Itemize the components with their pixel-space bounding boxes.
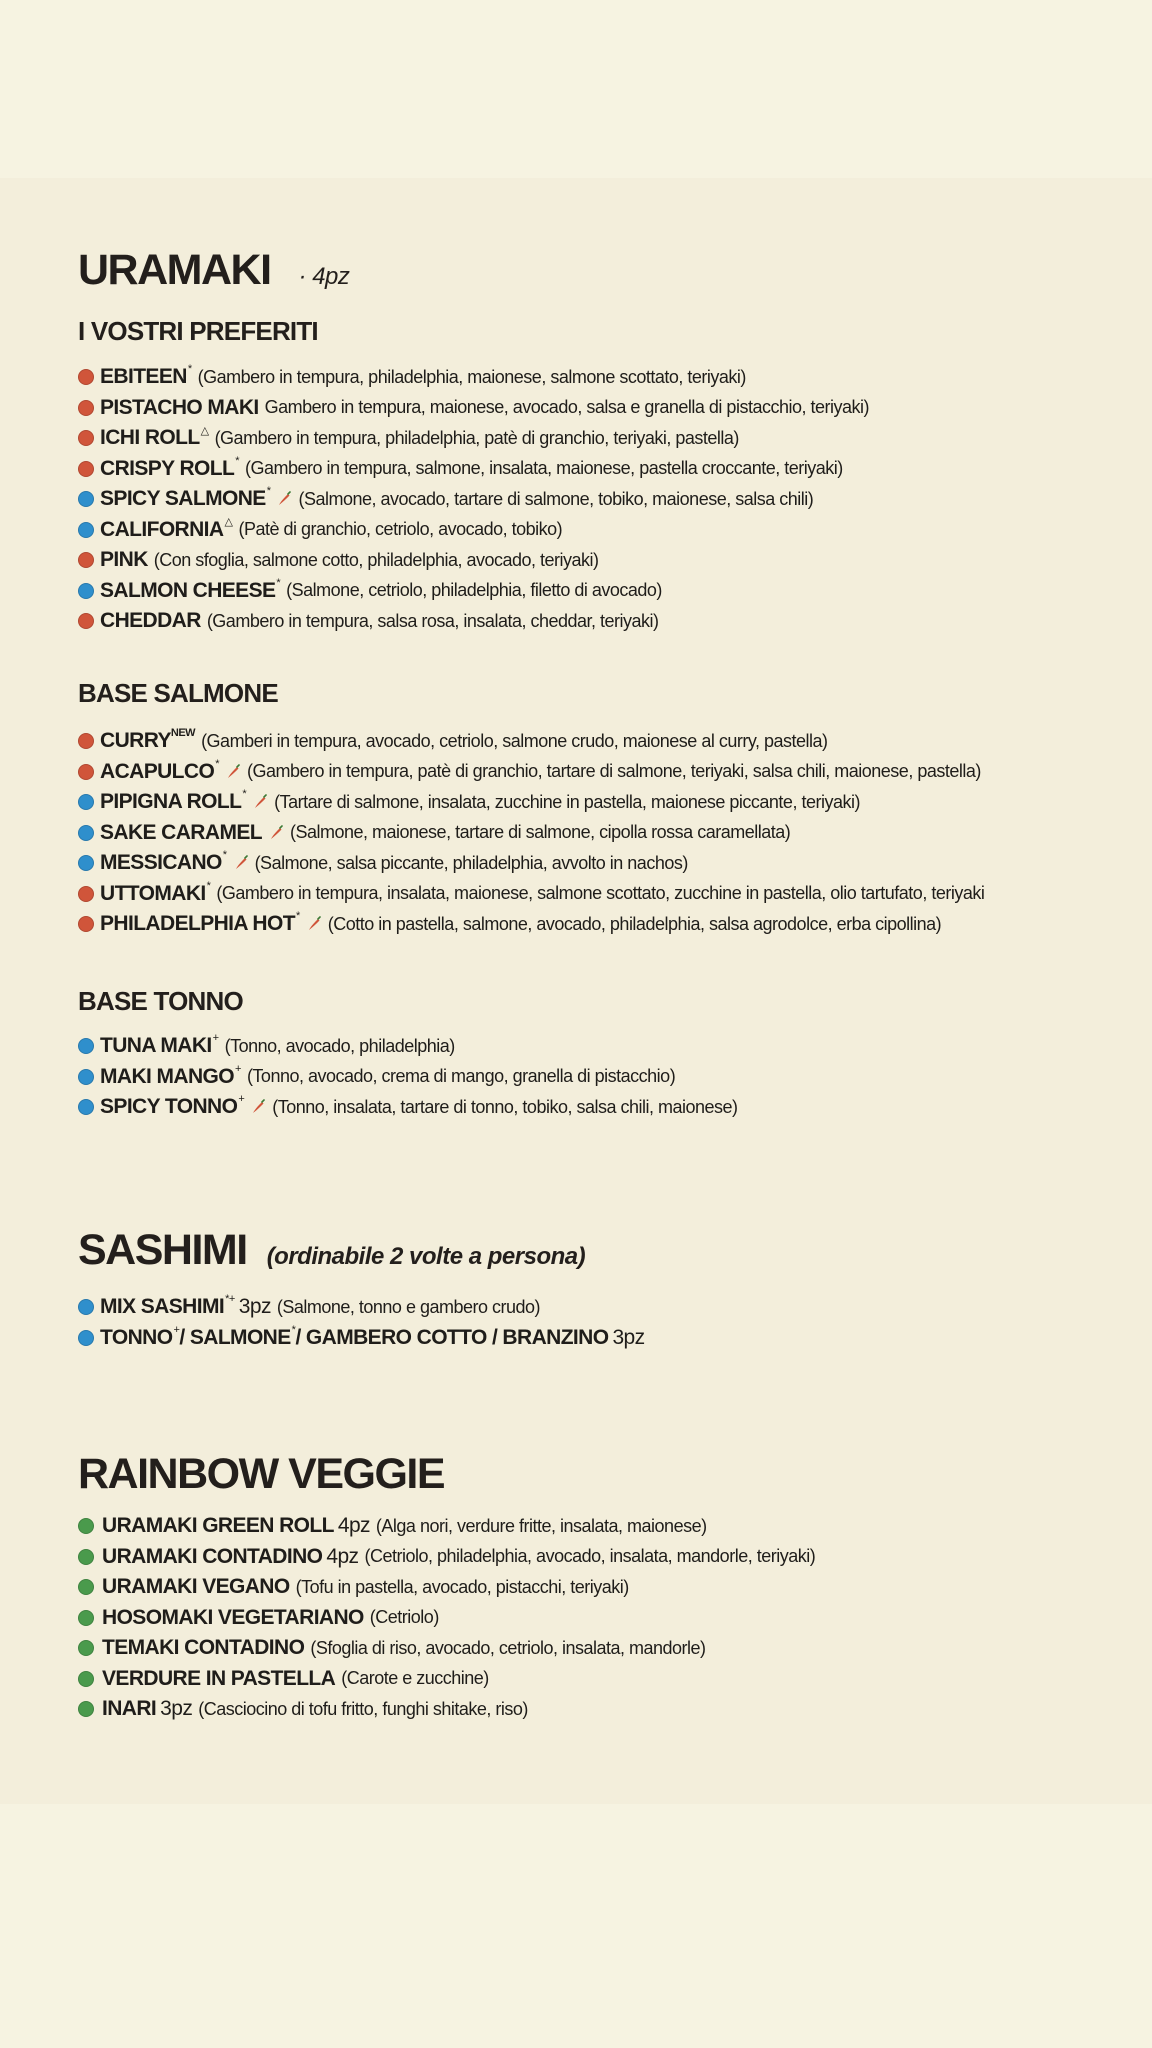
category-dot-icon	[78, 1518, 94, 1534]
item-name: URAMAKI CONTADINO	[102, 1544, 323, 1568]
item-name: PIPIGNA ROLL	[100, 790, 242, 814]
chili-pepper-icon	[225, 764, 241, 780]
item-description: (Alga nori, verdure fritte, insalata, maionese)	[375, 1515, 707, 1536]
menu-item	[78, 818, 984, 849]
chili-pepper-icon	[276, 491, 292, 507]
category-dot-icon	[78, 794, 94, 810]
group-title-preferiti: I VOSTRI PREFERITI	[78, 316, 318, 346]
allergen-mark: *	[222, 849, 227, 862]
category-dot-icon	[78, 1671, 94, 1687]
item-name: SPICY TONNO	[100, 1095, 238, 1119]
item-description: (Tonno, insalata, tartare di tonno, tobiko, salsa chili, maionese)	[272, 1096, 738, 1117]
menu-item	[78, 1092, 738, 1123]
item-name: URAMAKI GREEN ROLL	[102, 1514, 334, 1538]
item-quantity: 4pz	[337, 1514, 370, 1538]
item-name: CALIFORNIA	[100, 517, 224, 541]
category-dot-icon	[78, 1069, 94, 1085]
menu-item	[78, 1542, 815, 1573]
item-name: / SALMONE	[179, 1325, 291, 1349]
item-description: Gambero in tempura, maionese, avocado, salsa e granella di pistacchio, teriyaki)	[264, 397, 869, 418]
section-title-uramaki: URAMAKI · 4pz	[78, 246, 350, 294]
item-description: (Salmone, tonno e gambero crudo)	[276, 1296, 541, 1317]
item-description: (Cetriolo)	[369, 1607, 439, 1628]
item-description: (Salmone, salsa piccante, philadelphia, avvolto in nachos)	[254, 852, 688, 873]
group-list-tonno	[78, 1031, 738, 1123]
item-description: (Gambero in tempura, philadelphia, patè di granchio, teriyaki, pastella)	[214, 427, 739, 448]
allergen-mark: *	[266, 485, 271, 498]
item-description: (Gamberi in tempura, avocado, cetriolo, salmone crudo, maionese al curry, pastella)	[201, 730, 828, 751]
item-name: INARI	[102, 1697, 157, 1721]
menu-panel	[0, 178, 1152, 1804]
item-description: (Cetriolo, philadelphia, avocado, insalata, mandorle, teriyaki)	[364, 1546, 816, 1567]
menu-item	[78, 484, 869, 515]
menu-item	[78, 393, 869, 424]
allergen-mark: *	[242, 788, 247, 801]
item-name: HOSOMAKI VEGETARIANO	[102, 1605, 364, 1629]
item-description: (Con sfoglia, salmone cotto, philadelphia, avocado, teriyaki)	[153, 549, 599, 570]
category-dot-icon	[78, 825, 94, 841]
sashimi-list	[78, 1292, 645, 1353]
item-name: TEMAKI CONTADINO	[102, 1636, 305, 1660]
item-description: (Cotto in pastella, salmone, avocado, philadelphia, salsa agrodolce, erba cipollina)	[327, 913, 942, 934]
menu-item	[78, 606, 869, 637]
category-dot-icon	[78, 400, 94, 416]
menu-item	[78, 423, 869, 454]
item-name: MIX SASHIMI	[100, 1295, 225, 1319]
item-description: (Gambero in tempura, patè di granchio, tartare di salmone, teriyaki, salsa chili, maionese, pastella)	[246, 761, 981, 782]
allergen-mark: *	[295, 910, 300, 923]
menu-item	[78, 1031, 738, 1062]
menu-item	[78, 848, 984, 879]
menu-item	[78, 787, 984, 818]
category-dot-icon	[78, 855, 94, 871]
category-dot-icon	[78, 1099, 94, 1115]
rainbow-veggie-list	[78, 1511, 815, 1725]
menu-item	[78, 909, 984, 940]
allergen-mark: *+	[225, 1293, 235, 1306]
item-description: (Gambero in tempura, philadelphia, maionese, salmone scottato, teriyaki)	[197, 366, 746, 387]
chili-pepper-icon	[306, 916, 322, 932]
group-title-tonno: BASE TONNO	[78, 986, 243, 1016]
category-dot-icon	[78, 522, 94, 538]
group-list-preferiti	[78, 362, 869, 637]
item-name: CRISPY ROLL	[100, 456, 235, 480]
group-list-salmone	[78, 726, 984, 940]
category-dot-icon	[78, 733, 94, 749]
section-title-rainbow-veggie: RAINBOW VEGGIE	[78, 1450, 445, 1498]
item-description: (Tofu in pastella, avocado, pistacchi, teriyaki)	[295, 1576, 629, 1597]
pieces-note: · 4pz	[298, 263, 350, 290]
category-dot-icon	[78, 1701, 94, 1717]
section-title-sashimi: SASHIMI (ordinabile 2 volte a persona)	[78, 1226, 586, 1274]
item-quantity: 3pz	[238, 1295, 271, 1319]
new-badge: NEW	[170, 727, 196, 740]
allergen-mark: +	[235, 1062, 241, 1075]
item-description: (Gambero in tempura, salmone, insalata, maionese, pastella croccante, teriyaki)	[244, 458, 843, 479]
bottom-margin	[0, 1804, 1152, 2048]
category-dot-icon	[78, 1038, 94, 1054]
chili-pepper-icon	[252, 794, 268, 810]
category-dot-icon	[78, 583, 94, 599]
item-quantity: 3pz	[160, 1697, 193, 1721]
category-dot-icon	[78, 369, 94, 385]
menu-item	[78, 1323, 645, 1354]
item-name: PHILADELPHIA HOT	[100, 912, 295, 936]
allergen-mark: *	[215, 757, 219, 770]
menu-item	[78, 515, 869, 546]
category-dot-icon	[78, 1330, 94, 1346]
item-quantity: 3pz	[612, 1325, 645, 1349]
menu-item	[78, 362, 869, 393]
item-name: PINK	[100, 548, 148, 572]
menu-item	[78, 1603, 815, 1634]
allergen-mark: +	[238, 1093, 245, 1106]
allergen-mark: *	[291, 1323, 296, 1336]
allergen-mark: *	[187, 363, 192, 376]
item-name: VERDURE IN PASTELLA	[102, 1666, 336, 1690]
item-description: (Tartare di salmone, insalata, zucchine in pastella, maionese piccante, teriyaki)	[274, 791, 860, 812]
item-name: SPICY SALMONE	[100, 487, 266, 511]
item-name: CURRY	[100, 729, 171, 753]
chili-pepper-icon	[250, 1099, 266, 1115]
menu-item	[78, 454, 869, 485]
category-dot-icon	[78, 1549, 94, 1565]
item-name: ACAPULCO	[100, 759, 215, 783]
item-name: EBITEEN	[100, 365, 187, 389]
category-dot-icon	[78, 1640, 94, 1656]
category-dot-icon	[78, 613, 94, 629]
top-margin	[0, 0, 1152, 178]
category-dot-icon	[78, 461, 94, 477]
category-dot-icon	[78, 916, 94, 932]
item-name: SALMON CHEESE	[100, 578, 276, 602]
chili-pepper-icon	[268, 825, 284, 841]
menu-item	[78, 1572, 815, 1603]
menu-item	[78, 1062, 738, 1093]
item-description: (Casciocino di tofu fritto, funghi shitake, riso)	[198, 1698, 528, 1719]
menu-item	[78, 576, 869, 607]
item-description: (Patè di granchio, cetriolo, avocado, tobiko)	[238, 519, 563, 540]
item-description: (Carote e zucchine)	[341, 1668, 489, 1689]
allergen-mark: +	[173, 1323, 180, 1336]
allergen-mark: *	[276, 576, 281, 589]
menu-item	[78, 545, 869, 576]
allergen-mark: *	[206, 879, 211, 892]
chili-pepper-icon	[233, 855, 249, 871]
category-dot-icon	[78, 552, 94, 568]
item-name: PISTACHO MAKI	[100, 395, 259, 419]
menu-item	[78, 1633, 815, 1664]
item-quantity: 4pz	[326, 1544, 359, 1568]
item-name: MAKI MANGO	[100, 1064, 234, 1088]
category-dot-icon	[78, 1579, 94, 1595]
item-name: ICHI ROLL	[100, 426, 200, 450]
item-name: UTTOMAKI	[100, 881, 206, 905]
item-name: SAKE CARAMEL	[100, 820, 262, 844]
item-name: TONNO	[100, 1325, 173, 1349]
allergen-mark: +	[212, 1032, 219, 1045]
menu-item	[78, 757, 984, 788]
item-name: URAMAKI VEGANO	[102, 1575, 290, 1599]
menu-item	[78, 726, 984, 757]
category-dot-icon	[78, 1610, 94, 1626]
menu-item	[78, 1664, 815, 1695]
category-dot-icon	[78, 430, 94, 446]
item-description: (Salmone, avocado, tartare di salmone, tobiko, maionese, salsa chili)	[298, 488, 814, 509]
allergen-mark: *	[235, 454, 239, 467]
item-description: (Tonno, avocado, crema di mango, granella di pistacchio)	[246, 1066, 676, 1087]
menu-item	[78, 1694, 815, 1725]
group-title-salmone: BASE SALMONE	[78, 678, 278, 708]
item-description: (Tonno, avocado, philadelphia)	[224, 1035, 455, 1056]
sashimi-note: (ordinabile 2 volte a persona)	[266, 1243, 586, 1270]
category-dot-icon	[78, 491, 94, 507]
menu-item	[78, 879, 984, 910]
category-dot-icon	[78, 886, 94, 902]
item-description: (Salmone, maionese, tartare di salmone, cipolla rossa caramellata)	[289, 822, 791, 843]
menu-item	[78, 1292, 645, 1323]
menu-item	[78, 1511, 815, 1542]
category-dot-icon	[78, 764, 94, 780]
item-name: MESSICANO	[100, 851, 222, 875]
allergen-mark: △	[224, 516, 233, 529]
item-name: TUNA MAKI	[100, 1034, 212, 1058]
item-description: (Salmone, cetriolo, philadelphia, filetto di avocado)	[286, 580, 662, 601]
item-description: (Gambero in tempura, insalata, maionese, salmone scottato, zucchine in pastella, olio tartufato, teriyaki	[216, 883, 985, 904]
category-dot-icon	[78, 1299, 94, 1315]
item-name: / GAMBERO COTTO / BRANZINO	[295, 1325, 609, 1349]
item-name: CHEDDAR	[100, 609, 201, 633]
item-description: (Gambero in tempura, salsa rosa, insalata, cheddar, teriyaki)	[206, 610, 659, 631]
item-description: (Sfoglia di riso, avocado, cetriolo, insalata, mandorle)	[310, 1637, 706, 1658]
allergen-mark: △	[200, 424, 209, 437]
